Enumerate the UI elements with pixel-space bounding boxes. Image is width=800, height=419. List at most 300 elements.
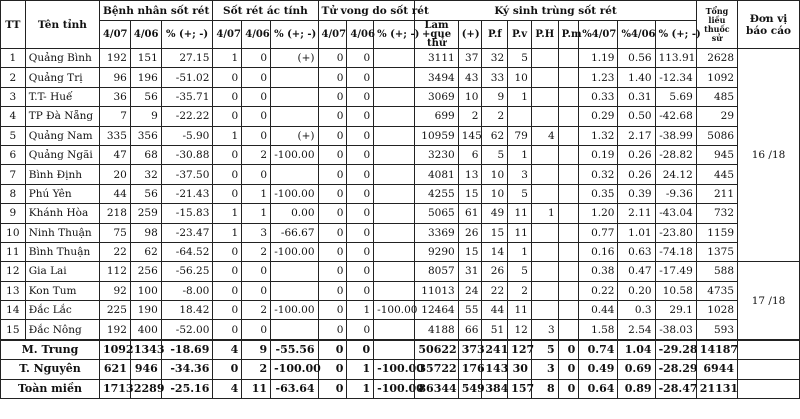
- sub-dpct: % (+; -): [374, 21, 415, 49]
- cell-s06: 1: [242, 204, 271, 223]
- cell-tt: 5: [1, 126, 26, 145]
- total-cell-r07: 0.74: [579, 340, 618, 360]
- cell-d06: 0: [347, 87, 374, 106]
- cell-rpct: 24.12: [655, 165, 696, 184]
- cell-tt: 4: [1, 107, 26, 126]
- sub-plus: (+): [458, 21, 482, 49]
- cell-s06: 0: [242, 49, 271, 68]
- cell-tt: 7: [1, 165, 26, 184]
- sub-pf: P.f: [482, 21, 508, 49]
- cell-p07: 225: [99, 301, 130, 320]
- total-cell-s07: 4: [213, 379, 242, 398]
- cell-r06: 1.01: [618, 223, 655, 242]
- cell-r06: 0.47: [618, 262, 655, 281]
- cell-drugs: 1159: [696, 223, 737, 242]
- cell-d06: 1: [347, 301, 374, 320]
- sub-spct: % (+; -): [271, 21, 318, 49]
- cell-pf: 32: [482, 49, 508, 68]
- cell-r07: 0.32: [579, 165, 618, 184]
- cell-r06: 0.20: [618, 281, 655, 300]
- cell-r06: 1.40: [618, 68, 655, 87]
- cell-p07: 92: [99, 281, 130, 300]
- cell-ppct: -64.52: [161, 242, 213, 261]
- cell-d06: 0: [347, 49, 374, 68]
- cell-p06: 68: [130, 145, 161, 164]
- cell-r07: 1.23: [579, 68, 618, 87]
- total-cell-units: [738, 379, 800, 398]
- cell-spct: -100.00: [271, 301, 318, 320]
- total-cell-r06: 0.69: [618, 360, 655, 379]
- cell-pv: [508, 107, 532, 126]
- cell-pf: 10: [482, 165, 508, 184]
- total-cell-d07: 0: [318, 379, 347, 398]
- table-row: [1, 262, 800, 281]
- cell-s07: 1: [213, 204, 242, 223]
- cell-p07: 47: [99, 145, 130, 164]
- cell-pf: 33: [482, 68, 508, 87]
- table-row: [1, 204, 800, 223]
- cell-r06: 0.63: [618, 242, 655, 261]
- cell-d07: 0: [318, 87, 347, 106]
- cell-r07: 1.32: [579, 126, 618, 145]
- cell-r07: 0.22: [579, 281, 618, 300]
- col-tt: TT: [1, 1, 26, 49]
- total-name: M. Trung: [1, 340, 100, 360]
- sub-pv: P.v: [508, 21, 532, 49]
- cell-ph: [531, 145, 558, 164]
- cell-rpct: -74.18: [655, 242, 696, 261]
- cell-rpct: -9.36: [655, 184, 696, 203]
- cell-tt: 10: [1, 223, 26, 242]
- sub-r06: %4/06: [618, 21, 655, 49]
- cell-plus: 15: [458, 242, 482, 261]
- total-cell-ppct: -25.16: [161, 379, 213, 398]
- cell-d06: 0: [347, 165, 374, 184]
- cell-plus: 2: [458, 107, 482, 126]
- cell-lam: 3111: [415, 49, 458, 68]
- cell-p06: 100: [130, 281, 161, 300]
- sub-d07: 4/07: [318, 21, 347, 49]
- cell-name: Quảng Bình: [25, 49, 99, 68]
- cell-s06: 0: [242, 165, 271, 184]
- sub-d06: 4/06: [347, 21, 374, 49]
- cell-plus: 13: [458, 165, 482, 184]
- cell-ph: [531, 242, 558, 261]
- cell-ppct: -37.50: [161, 165, 213, 184]
- total-cell-rpct: -28.47: [655, 379, 696, 398]
- total-cell-ph: 5: [531, 340, 558, 360]
- cell-r07: 0.44: [579, 301, 618, 320]
- total-cell-ppct: -34.36: [161, 360, 213, 379]
- total-cell-plus: 176: [458, 360, 482, 379]
- total-cell-pm: 0: [558, 360, 579, 379]
- cell-s07: 1: [213, 223, 242, 242]
- sub-r07: %4/07: [579, 21, 618, 49]
- total-cell-s06: 11: [242, 379, 271, 398]
- cell-p07: 44: [99, 184, 130, 203]
- total-cell-lam: 35722: [415, 360, 458, 379]
- total-cell-p06: 1343: [130, 340, 161, 360]
- cell-plus: 15: [458, 184, 482, 203]
- total-cell-p07: 1092: [99, 340, 130, 360]
- cell-drugs: 588: [696, 262, 737, 281]
- cell-dpct: [374, 49, 415, 68]
- total-cell-p07: 1713: [99, 379, 130, 398]
- cell-r06: 2.11: [618, 204, 655, 223]
- cell-s06: 0: [242, 262, 271, 281]
- cell-pv: 3: [508, 165, 532, 184]
- cell-d06: 0: [347, 145, 374, 164]
- cell-r07: 1.20: [579, 204, 618, 223]
- table-row: [1, 165, 800, 184]
- cell-r07: 0.16: [579, 242, 618, 261]
- cell-p06: 32: [130, 165, 161, 184]
- cell-r07: 1.19: [579, 49, 618, 68]
- cell-name: Gia Lai: [25, 262, 99, 281]
- cell-spct: -66.67: [271, 223, 318, 242]
- cell-d06: 0: [347, 262, 374, 281]
- total-cell-pv: 127: [508, 340, 532, 360]
- cell-pv: 79: [508, 126, 532, 145]
- cell-lam: 3494: [415, 68, 458, 87]
- cell-r06: 0.39: [618, 184, 655, 203]
- cell-pv: 5: [508, 49, 532, 68]
- cell-spct: [271, 68, 318, 87]
- sub-s06: 4/06: [242, 21, 271, 49]
- cell-pm: [558, 262, 579, 281]
- total-cell-rpct: -29.28: [655, 340, 696, 360]
- total-cell-spct: -55.56: [271, 340, 318, 360]
- total-cell-ppct: -18.69: [161, 340, 213, 360]
- cell-spct: (+): [271, 49, 318, 68]
- sub-p07: 4/07: [99, 21, 130, 49]
- cell-pv: 5: [508, 184, 532, 203]
- cell-rpct: 5.69: [655, 87, 696, 106]
- cell-rpct: 29.1: [655, 301, 696, 320]
- cell-tt: 6: [1, 145, 26, 164]
- table-row: [1, 301, 800, 320]
- cell-r06: 0.26: [618, 165, 655, 184]
- col-province: Tên tỉnh: [25, 1, 99, 49]
- cell-lam: 3069: [415, 87, 458, 106]
- cell-r07: 0.33: [579, 87, 618, 106]
- cell-r06: 2.17: [618, 126, 655, 145]
- total-row: [1, 360, 800, 379]
- cell-name: Phú Yên: [25, 184, 99, 203]
- cell-pv: 5: [508, 262, 532, 281]
- cell-p07: 192: [99, 320, 130, 340]
- cell-d06: 0: [347, 68, 374, 87]
- cell-pm: [558, 87, 579, 106]
- cell-ppct: -15.83: [161, 204, 213, 223]
- total-cell-r07: 0.49: [579, 360, 618, 379]
- table-row: [1, 49, 800, 68]
- cell-rpct: -42.68: [655, 107, 696, 126]
- cell-s07: 1: [213, 126, 242, 145]
- total-cell-r06: 1.04: [618, 340, 655, 360]
- cell-r07: 0.38: [579, 262, 618, 281]
- table-row: [1, 87, 800, 106]
- cell-name: Quảng Trị: [25, 68, 99, 87]
- cell-d07: 0: [318, 145, 347, 164]
- cell-d07: 0: [318, 204, 347, 223]
- cell-d07: 0: [318, 49, 347, 68]
- cell-ph: [531, 49, 558, 68]
- cell-pf: 9: [482, 87, 508, 106]
- cell-dpct: [374, 107, 415, 126]
- cell-pm: [558, 301, 579, 320]
- sub-pm: P.m: [558, 21, 579, 49]
- cell-drugs: 945: [696, 145, 737, 164]
- cell-name: T.T- Huế: [25, 87, 99, 106]
- cell-drugs: 5086: [696, 126, 737, 145]
- cell-p06: 56: [130, 184, 161, 203]
- cell-spct: -100.00: [271, 242, 318, 261]
- total-cell-s07: 4: [213, 340, 242, 360]
- cell-pf: 14: [482, 242, 508, 261]
- cell-s07: 0: [213, 145, 242, 164]
- sub-s07: 4/07: [213, 21, 242, 49]
- cell-ph: [531, 301, 558, 320]
- total-cell-rpct: -28.29: [655, 360, 696, 379]
- cell-p07: 20: [99, 165, 130, 184]
- cell-pv: 1: [508, 145, 532, 164]
- cell-rpct: 113.91: [655, 49, 696, 68]
- cell-p06: 62: [130, 242, 161, 261]
- cell-p06: 400: [130, 320, 161, 340]
- cell-s06: 1: [242, 184, 271, 203]
- cell-r07: 0.29: [579, 107, 618, 126]
- cell-pm: [558, 223, 579, 242]
- cell-s07: 0: [213, 320, 242, 340]
- table-row: [1, 242, 800, 261]
- cell-p07: 335: [99, 126, 130, 145]
- cell-ppct: -23.47: [161, 223, 213, 242]
- cell-spct: [271, 320, 318, 340]
- cell-d06: 0: [347, 204, 374, 223]
- cell-pm: [558, 68, 579, 87]
- cell-ph: 3: [531, 320, 558, 340]
- cell-pv: 1: [508, 242, 532, 261]
- cell-tt: 13: [1, 281, 26, 300]
- cell-plus: 26: [458, 223, 482, 242]
- total-cell-dpct: -100.00: [374, 379, 415, 398]
- cell-p06: 98: [130, 223, 161, 242]
- cell-pf: 22: [482, 281, 508, 300]
- cell-dpct: [374, 242, 415, 261]
- cell-s07: 0: [213, 184, 242, 203]
- cell-plus: 66: [458, 320, 482, 340]
- cell-pv: 1: [508, 87, 532, 106]
- total-cell-units: [738, 360, 800, 379]
- cell-dpct: [374, 281, 415, 300]
- sub-rpct: % (+; -): [655, 21, 696, 49]
- cell-plus: 61: [458, 204, 482, 223]
- cell-s06: 0: [242, 107, 271, 126]
- cell-s06: 0: [242, 68, 271, 87]
- cell-ph: [531, 184, 558, 203]
- cell-d06: 0: [347, 223, 374, 242]
- cell-name: Bình Định: [25, 165, 99, 184]
- cell-rpct: -38.03: [655, 320, 696, 340]
- total-cell-d06: 1: [347, 360, 374, 379]
- cell-drugs: 2628: [696, 49, 737, 68]
- cell-pf: 15: [482, 223, 508, 242]
- cell-spct: 0.00: [271, 204, 318, 223]
- cell-p07: 75: [99, 223, 130, 242]
- cell-lam: 4081: [415, 165, 458, 184]
- total-row: [1, 340, 800, 360]
- cell-p07: 36: [99, 87, 130, 106]
- cell-p07: 192: [99, 49, 130, 68]
- cell-pm: [558, 145, 579, 164]
- col-patients: Bệnh nhân sốt rét: [99, 1, 212, 21]
- cell-lam: 12464: [415, 301, 458, 320]
- cell-plus: 43: [458, 68, 482, 87]
- col-parasites: Ký sinh trùng sốt rét: [415, 1, 696, 21]
- cell-ppct: -8.00: [161, 281, 213, 300]
- col-total-drugs: Tổng liều thuốc sử: [696, 1, 737, 49]
- sub-ppct: % (+; -): [161, 21, 213, 49]
- cell-ph: [531, 107, 558, 126]
- table-row: [1, 68, 800, 87]
- table-row: [1, 223, 800, 242]
- cell-dpct: [374, 145, 415, 164]
- cell-drugs: 732: [696, 204, 737, 223]
- cell-r06: 0.3: [618, 301, 655, 320]
- cell-p06: 259: [130, 204, 161, 223]
- cell-plus: 31: [458, 262, 482, 281]
- total-cell-p06: 946: [130, 360, 161, 379]
- total-cell-r06: 0.89: [618, 379, 655, 398]
- cell-pm: [558, 204, 579, 223]
- cell-d07: 0: [318, 242, 347, 261]
- cell-r06: 0.26: [618, 145, 655, 164]
- cell-d06: 0: [347, 184, 374, 203]
- cell-name: Khánh Hòa: [25, 204, 99, 223]
- cell-dpct: [374, 223, 415, 242]
- total-row: [1, 379, 800, 398]
- total-cell-drugs: 6944: [696, 360, 737, 379]
- cell-d07: 0: [318, 184, 347, 203]
- cell-pf: 26: [482, 262, 508, 281]
- cell-plus: 10: [458, 87, 482, 106]
- cell-lam: 9290: [415, 242, 458, 261]
- cell-d06: 0: [347, 320, 374, 340]
- cell-d07: 0: [318, 126, 347, 145]
- cell-drugs: 29: [696, 107, 737, 126]
- cell-s07: 1: [213, 49, 242, 68]
- cell-r06: 0.31: [618, 87, 655, 106]
- total-cell-r07: 0.64: [579, 379, 618, 398]
- total-cell-units: [738, 340, 800, 360]
- reporting-units-group-2: 17 /18: [738, 262, 800, 340]
- cell-d06: 0: [347, 242, 374, 261]
- total-cell-d06: 1: [347, 379, 374, 398]
- cell-r07: 0.35: [579, 184, 618, 203]
- cell-rpct: -12.34: [655, 68, 696, 87]
- cell-s06: 2: [242, 242, 271, 261]
- cell-d07: 0: [318, 165, 347, 184]
- cell-tt: 15: [1, 320, 26, 340]
- cell-ph: 1: [531, 204, 558, 223]
- cell-p06: 256: [130, 262, 161, 281]
- cell-s06: 0: [242, 87, 271, 106]
- cell-pm: [558, 242, 579, 261]
- cell-spct: [271, 262, 318, 281]
- cell-p06: 151: [130, 49, 161, 68]
- cell-p06: 196: [130, 68, 161, 87]
- total-cell-ph: 8: [531, 379, 558, 398]
- cell-pv: 10: [508, 68, 532, 87]
- cell-ph: [531, 281, 558, 300]
- total-cell-pv: 157: [508, 379, 532, 398]
- cell-s06: 2: [242, 301, 271, 320]
- total-cell-d06: 0: [347, 340, 374, 360]
- cell-pf: 51: [482, 320, 508, 340]
- cell-p06: 190: [130, 301, 161, 320]
- cell-pf: 10: [482, 184, 508, 203]
- cell-d06: 0: [347, 281, 374, 300]
- cell-ppct: 27.15: [161, 49, 213, 68]
- cell-pv: 11: [508, 204, 532, 223]
- total-cell-dpct: -100.00: [374, 360, 415, 379]
- total-cell-lam: 50622: [415, 340, 458, 360]
- total-cell-spct: -63.64: [271, 379, 318, 398]
- cell-lam: 8057: [415, 262, 458, 281]
- cell-name: Kon Tum: [25, 281, 99, 300]
- table-row: [1, 107, 800, 126]
- cell-pf: 5: [482, 145, 508, 164]
- cell-rpct: -17.49: [655, 262, 696, 281]
- cell-pv: 2: [508, 281, 532, 300]
- cell-drugs: 4735: [696, 281, 737, 300]
- cell-p07: 22: [99, 242, 130, 261]
- cell-s07: 0: [213, 165, 242, 184]
- cell-rpct: -38.99: [655, 126, 696, 145]
- cell-pv: 12: [508, 320, 532, 340]
- reporting-units-group-1: 16 /18: [738, 49, 800, 262]
- cell-drugs: 445: [696, 165, 737, 184]
- cell-drugs: 1092: [696, 68, 737, 87]
- cell-rpct: -28.82: [655, 145, 696, 164]
- cell-dpct: [374, 126, 415, 145]
- cell-name: Bình Thuận: [25, 242, 99, 261]
- cell-tt: 9: [1, 204, 26, 223]
- cell-spct: [271, 107, 318, 126]
- col-severe: Sốt rét ác tính: [213, 1, 318, 21]
- cell-tt: 14: [1, 301, 26, 320]
- cell-p06: 56: [130, 87, 161, 106]
- cell-p07: 218: [99, 204, 130, 223]
- total-name: Toàn miền: [1, 379, 100, 398]
- cell-s07: 0: [213, 242, 242, 261]
- cell-drugs: 485: [696, 87, 737, 106]
- cell-r06: 0.56: [618, 49, 655, 68]
- cell-lam: 4255: [415, 184, 458, 203]
- table-row: [1, 145, 800, 164]
- cell-d07: 0: [318, 301, 347, 320]
- total-cell-pv: 30: [508, 360, 532, 379]
- cell-tt: 12: [1, 262, 26, 281]
- cell-rpct: -43.04: [655, 204, 696, 223]
- cell-dpct: [374, 165, 415, 184]
- cell-d07: 0: [318, 320, 347, 340]
- cell-ppct: -21.43: [161, 184, 213, 203]
- cell-spct: -100.00: [271, 145, 318, 164]
- cell-pv: 11: [508, 223, 532, 242]
- cell-tt: 2: [1, 68, 26, 87]
